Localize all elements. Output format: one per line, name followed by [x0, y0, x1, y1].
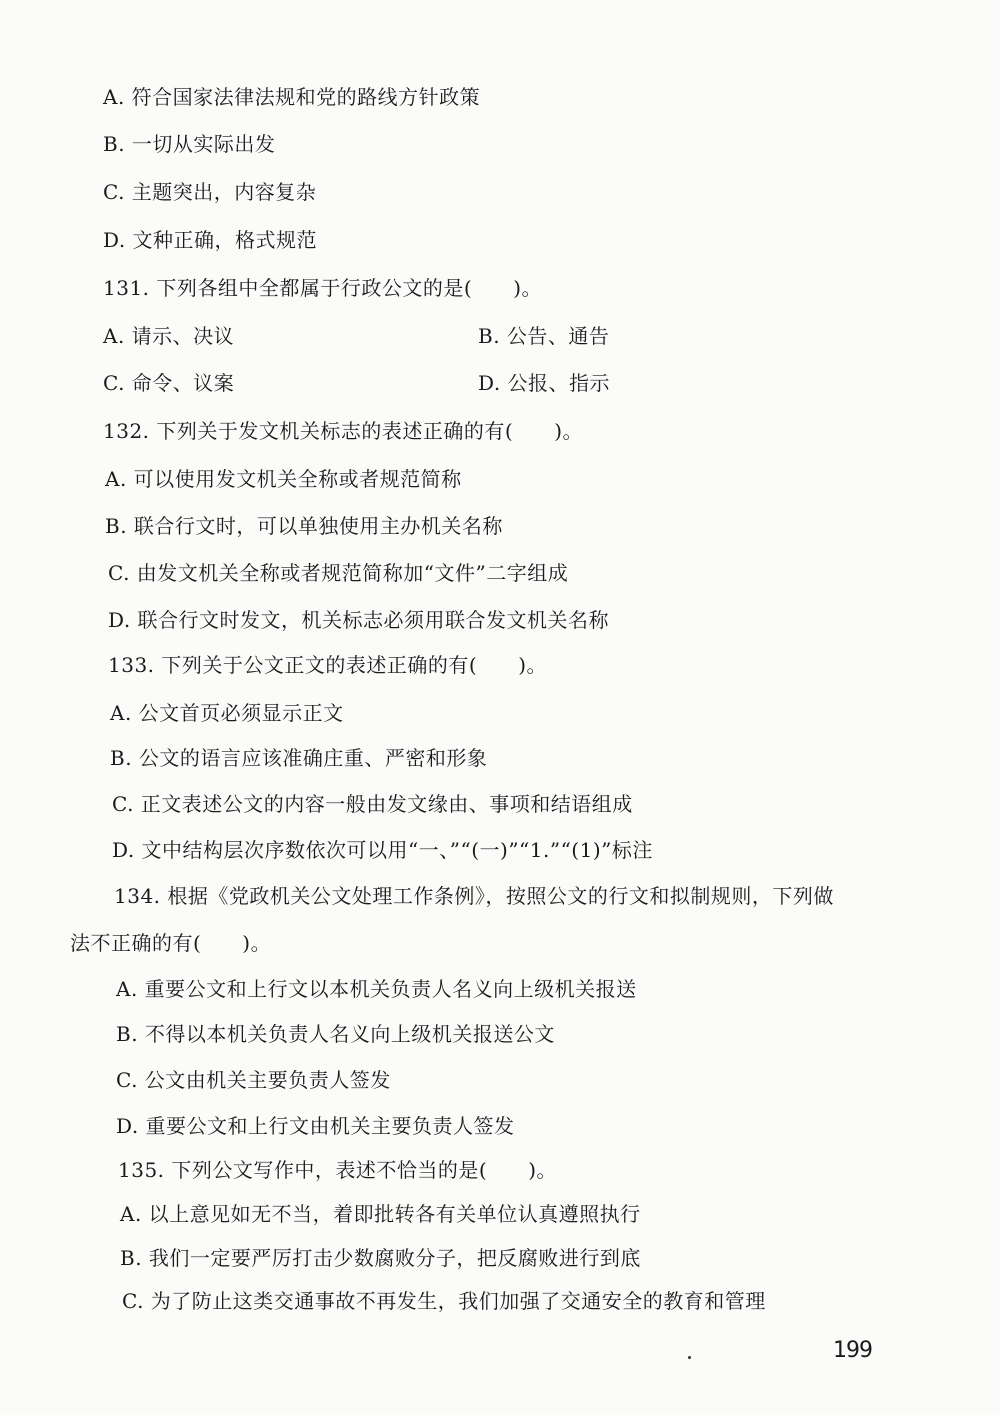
- option-d: D. 文种正确，格式规范: [103, 228, 318, 252]
- question-134-stem-line2: 法不正确的有( )。: [70, 931, 272, 955]
- question-132-option-b: B. 联合行文时，可以单独使用主办机关名称: [105, 514, 503, 538]
- question-133-option-b: B. 公文的语言应该准确庄重、严密和形象: [110, 746, 488, 770]
- question-132-option-a: A. 可以使用发文机关全称或者规范简称: [105, 467, 462, 491]
- question-131-option-a: A. 请示、决议: [103, 324, 235, 348]
- question-131-option-b: B. 公告、通告: [478, 324, 610, 348]
- question-135-option-c: C. 为了防止这类交通事故不再发生，我们加强了交通安全的教育和管理: [122, 1289, 766, 1313]
- question-131-stem: 131. 下列各组中全都属于行政公文的是( )。: [103, 276, 542, 300]
- question-134-stem-line1: 134. 根据《党政机关公文处理工作条例》，按照公文的行文和拟制规则，下列做: [114, 884, 834, 908]
- question-132-option-c: C. 由发文机关全称或者规范简称加“文件”二字组成: [108, 561, 569, 585]
- question-133-option-a: A. 公文首页必须显示正文: [110, 701, 344, 725]
- option-c: C. 主题突出，内容复杂: [103, 180, 317, 204]
- question-131-option-c: C. 命令、议案: [103, 371, 235, 395]
- speck: [688, 1356, 691, 1359]
- question-134-option-b: B. 不得以本机关负责人名义向上级机关报送公文: [116, 1022, 555, 1046]
- question-135-option-a: A. 以上意见如无不当，着即批转各有关单位认真遵照执行: [120, 1202, 641, 1226]
- question-132-option-d: D. 联合行文时发文，机关标志必须用联合发文机关名称: [108, 608, 610, 632]
- question-135-stem: 135. 下列公文写作中，表述不恰当的是( )。: [118, 1158, 557, 1182]
- option-b: B. 一切从实际出发: [103, 132, 276, 156]
- option-a: A. 符合国家法律法规和党的路线方针政策: [103, 85, 481, 109]
- page-number: 199: [833, 1338, 872, 1363]
- question-134-option-d: D. 重要公文和上行文由机关主要负责人签发: [116, 1114, 515, 1138]
- question-133-option-c: C. 正文表述公文的内容一般由发文缘由、事项和结语组成: [112, 792, 633, 816]
- question-134-option-a: A. 重要公文和上行文以本机关负责人名义向上级机关报送: [116, 977, 637, 1001]
- question-131-option-d: D. 公报、指示: [478, 371, 611, 395]
- question-132-stem: 132. 下列关于发文机关标志的表述正确的有( )。: [103, 419, 583, 443]
- question-134-option-c: C. 公文由机关主要负责人签发: [116, 1068, 391, 1092]
- question-133-stem: 133. 下列关于公文正文的表述正确的有( )。: [108, 653, 547, 677]
- question-133-option-d: D. 文中结构层次序数依次可以用“一、”“(一)”“1.”“(1)”标注: [112, 838, 653, 862]
- question-135-option-b: B. 我们一定要严厉打击少数腐败分子，把反腐败进行到底: [120, 1246, 641, 1270]
